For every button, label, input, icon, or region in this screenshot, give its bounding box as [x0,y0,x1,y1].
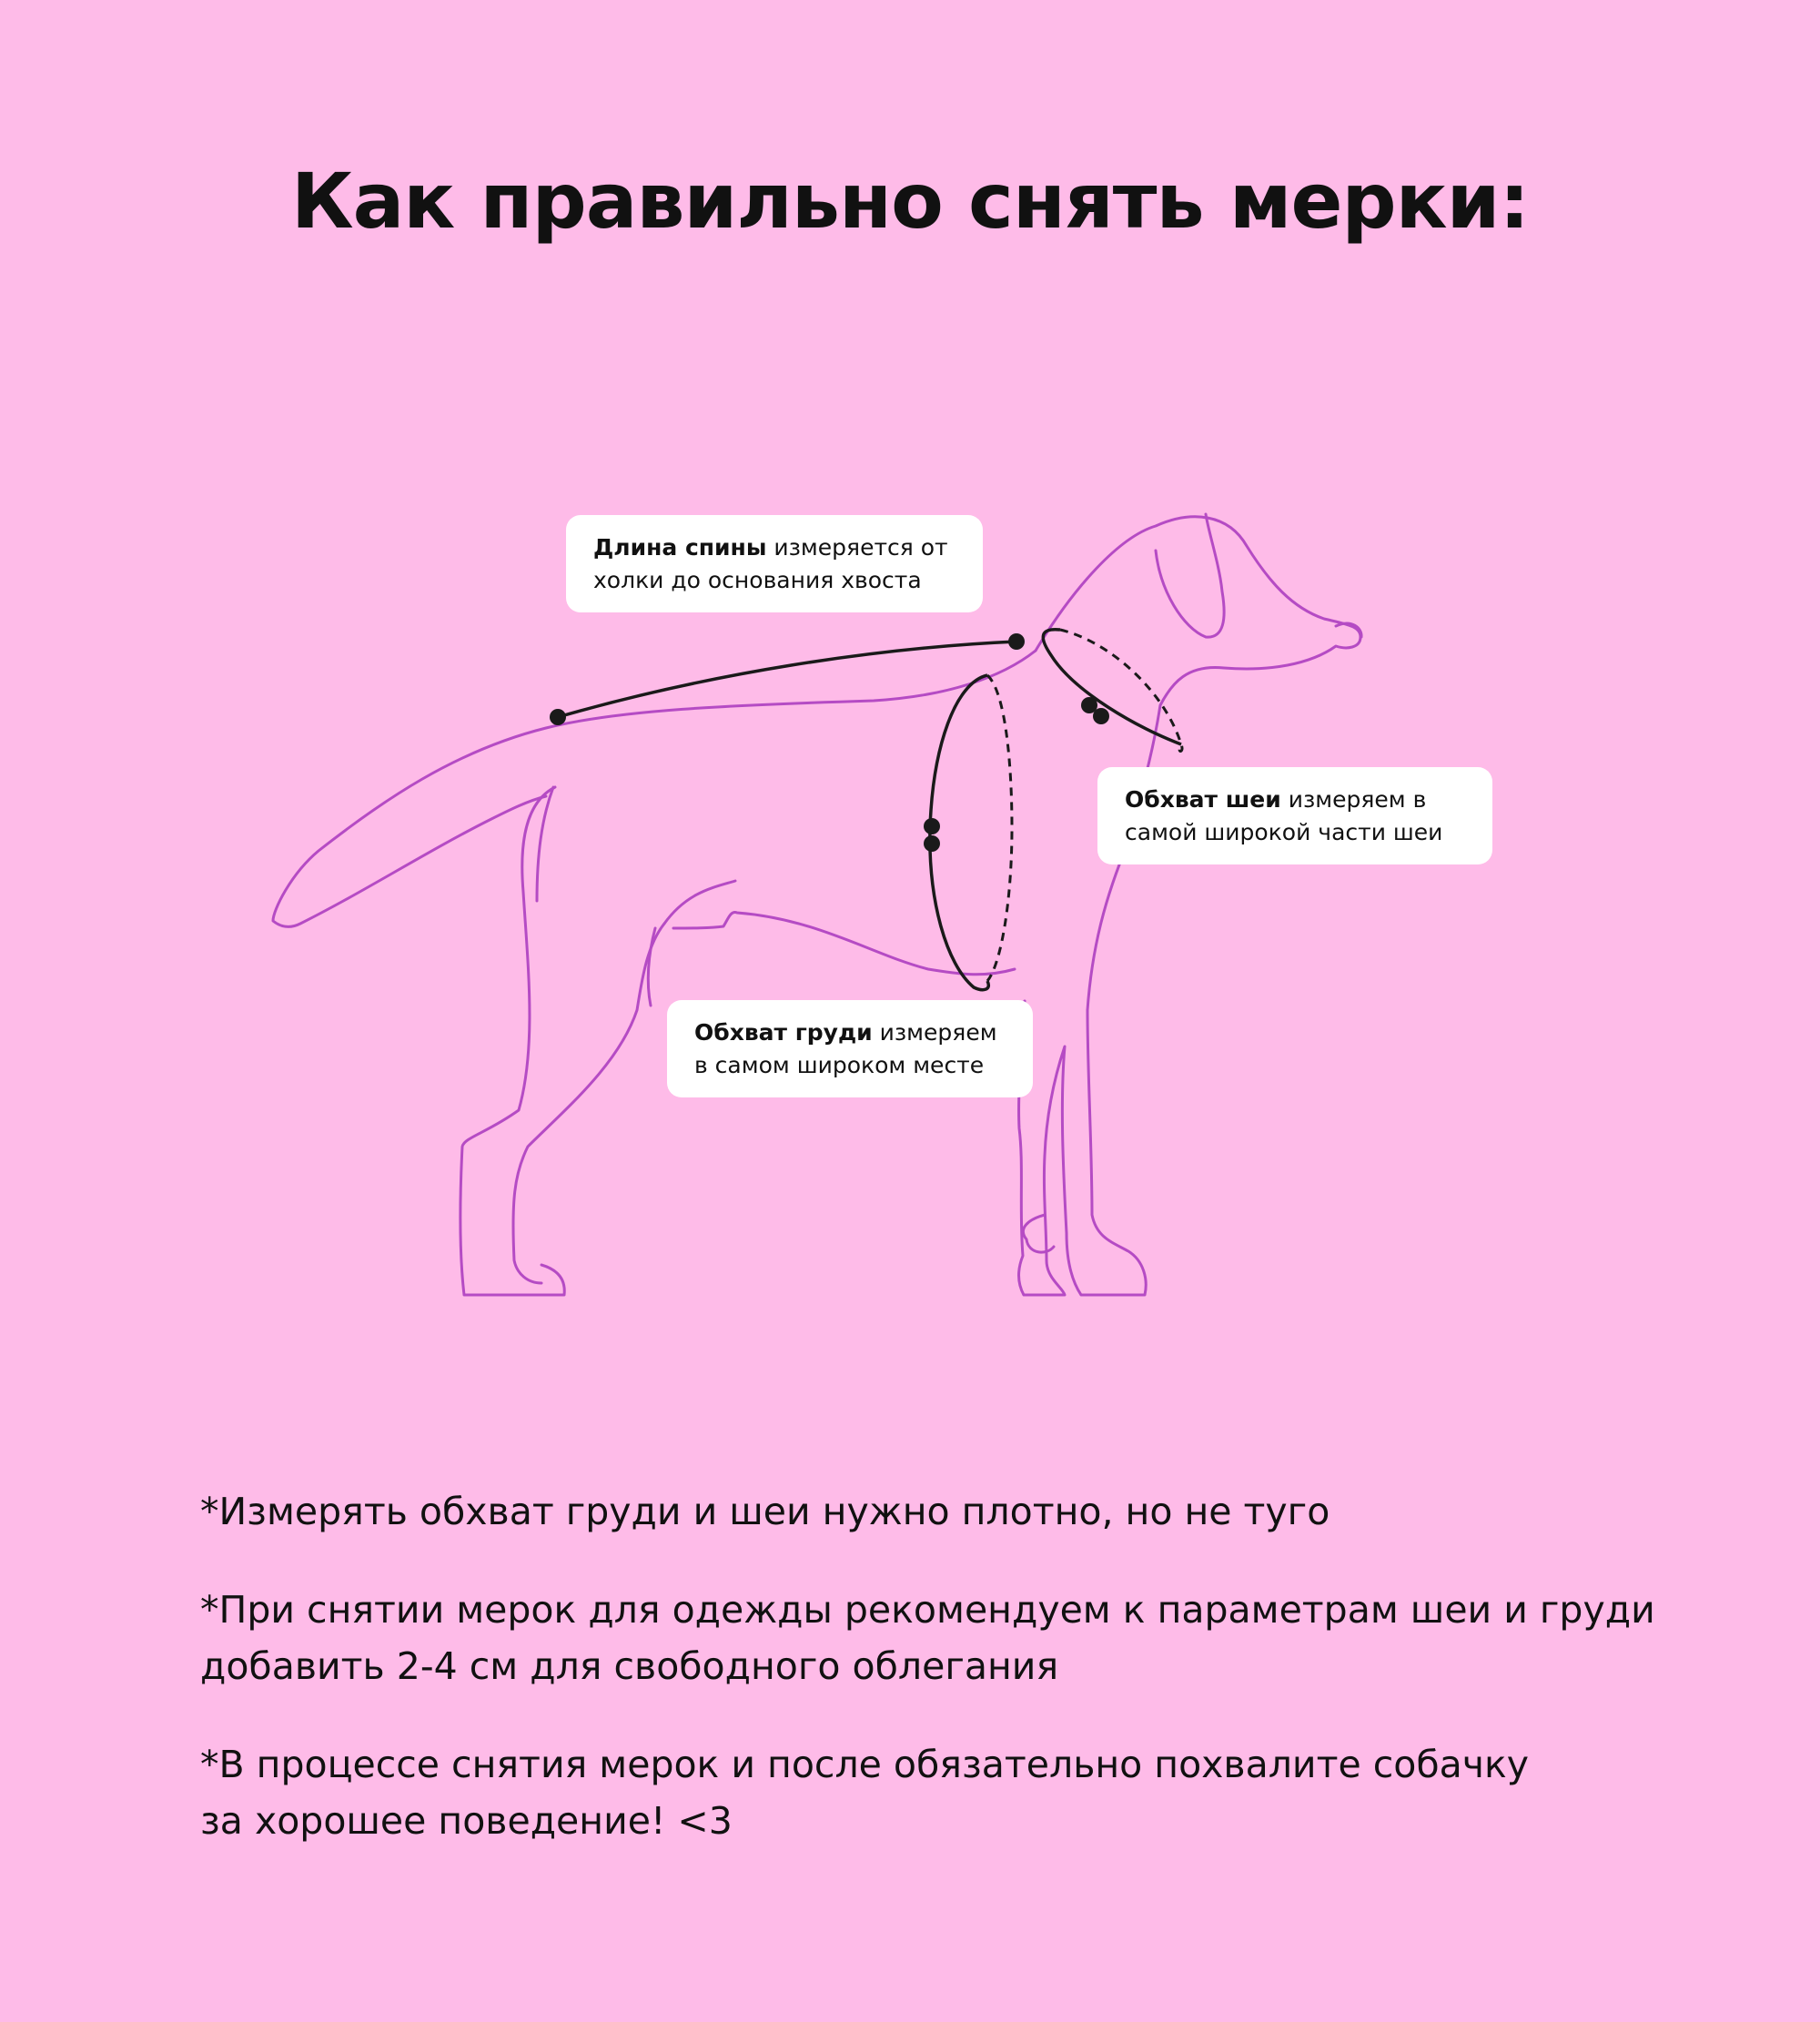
chest-girth-callout [667,1000,1033,1097]
callout-text: в самом широком месте [694,1052,985,1078]
chest-girth-ellipse [924,675,1012,990]
note-item: *При снятии мерок для одежды рекомендуем к параметрам шеи и груди добавить 2-4 см для свободного облегания [200,1588,1655,1688]
note-item: *Измерять обхват груди и шеи нужно плотно, но не туго [200,1490,1330,1533]
callout-bold-label: Обхват груди [694,1019,873,1046]
dog-outline [273,514,1361,1295]
back-length-start-dot [550,709,566,725]
callout-text: холки до основания хвоста [593,567,922,593]
notes-list [200,1483,1747,1891]
back-length-callout [566,515,983,612]
chest-girth-dot [924,835,940,852]
callout-bold-label: Длина спины [593,534,767,561]
note-item: *В процессе снятия мерок и после обязательно похвалите собачку за хорошее поведение! <3 [200,1743,1530,1843]
page-title: Как правильно снять мерки: [290,157,1530,246]
chest-girth-dot [924,818,940,834]
callout-text: измеряем [872,1019,997,1046]
back-length-end-dot [1008,633,1025,650]
callout-text: самой широкой части шеи [1125,819,1443,845]
callout-text: измеряем в [1280,786,1427,813]
neck-girth-dot [1093,708,1109,724]
callout-text: измеряется от [766,534,948,561]
neck-girth-ellipse [1043,630,1182,752]
callout-bold-label: Обхват шеи [1125,786,1281,813]
neck-girth-callout [1097,767,1492,864]
